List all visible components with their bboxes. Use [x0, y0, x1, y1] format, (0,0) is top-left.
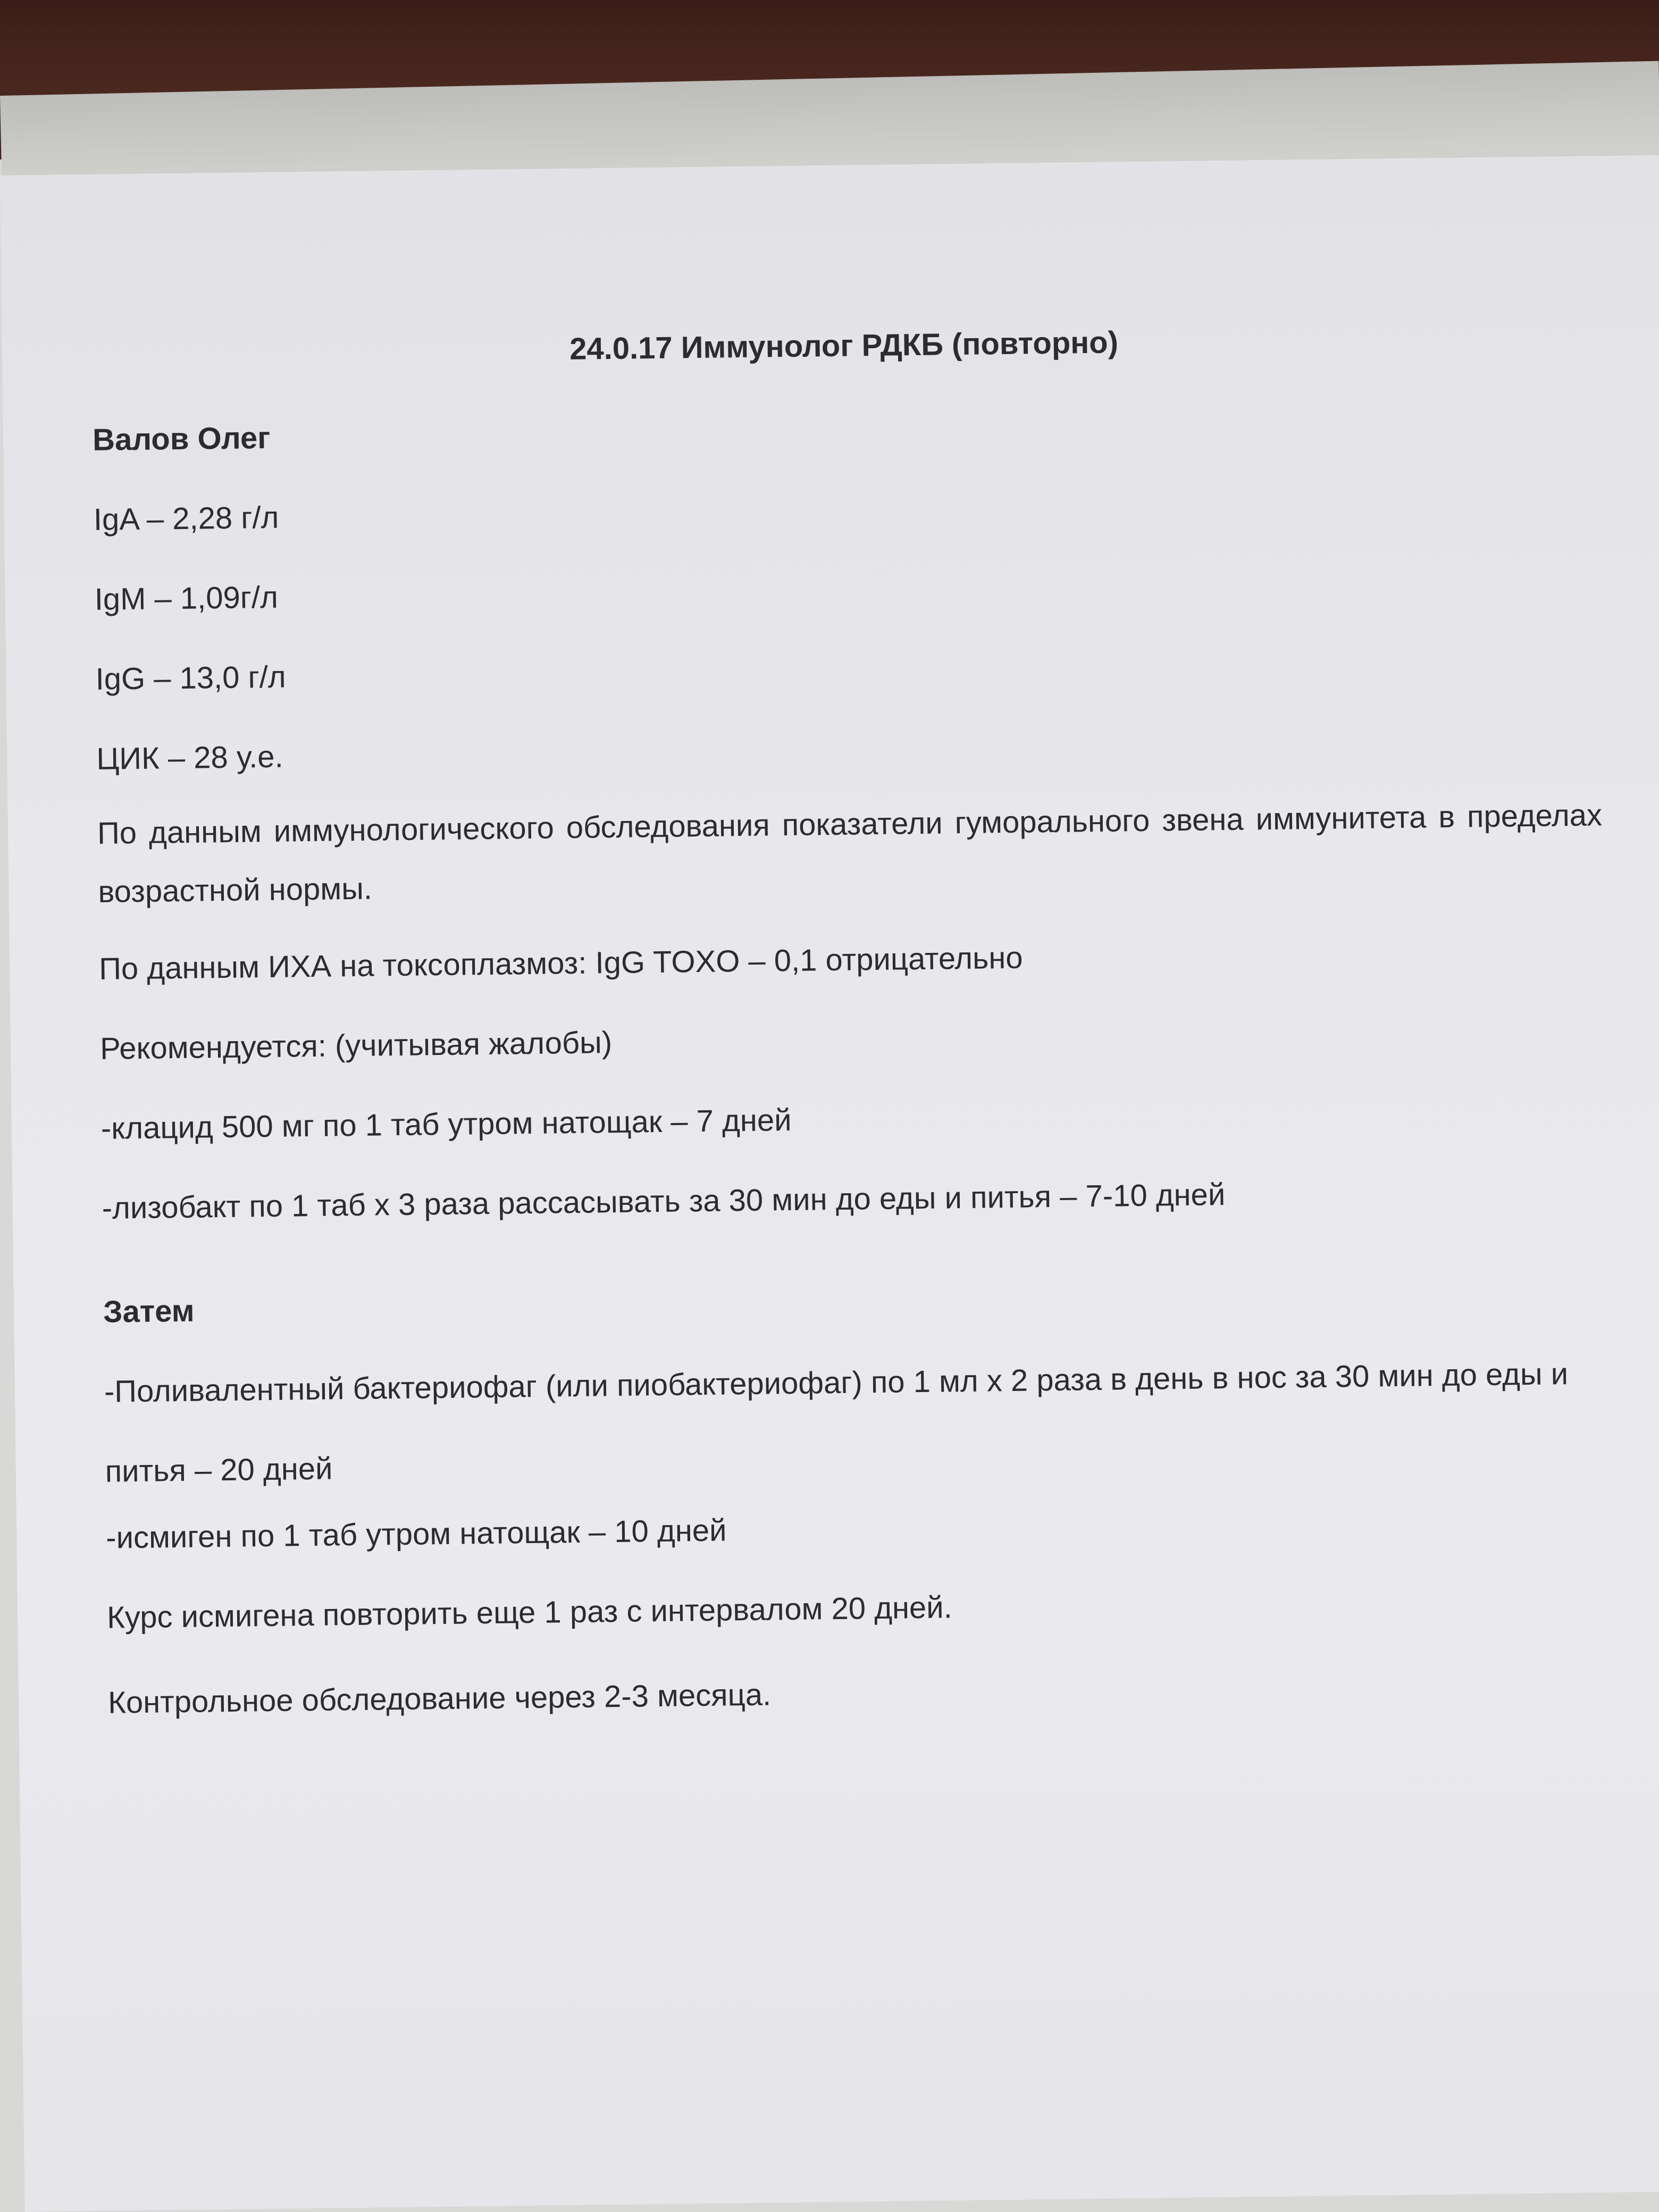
follow-up-note: Контрольное обследование через 2-3 месяца.	[107, 1677, 772, 1720]
recommendation-item: -клацид 500 мг по 1 таб утром натощак – 7 дней	[100, 1102, 792, 1146]
then-heading: Затем	[103, 1293, 195, 1329]
then-item: -Поливалентный бактериофаг (или пиобактериофаг) по 1 мл х 2 раза в день в нос за 30 мин до еды и питья – 20 дней	[104, 1356, 1569, 1489]
result-igg: IgG – 13,0 г/л	[95, 659, 287, 697]
result-iga: IgA – 2,28 г/л	[93, 500, 279, 537]
document-body	[91, 315, 1603, 1720]
document-page	[0, 155, 1659, 2212]
document-title: 24.0.17 Иммунолог РДКБ (повторно)	[569, 325, 1119, 366]
recommendation-intro: Рекомендуется: (учитывая жалобы)	[99, 1025, 613, 1066]
result-cic: ЦИК – 28 у.е.	[96, 739, 283, 776]
course-repeat-note: Курс исмигена повторить еще 1 раз с интервалом 20 дней.	[106, 1590, 953, 1635]
toxo-result: По данным ИХА на токсоплазмоз: IgG TOXO – 0,1 отрицательно	[98, 940, 1023, 986]
conclusion-paragraph: По данным иммунологического обследования показатели гуморального звена иммунитета в пределах возрастной нормы.	[97, 798, 1603, 909]
result-igm: IgM – 1,09г/л	[94, 580, 279, 617]
then-item: -исмиген по 1 таб утром натощак – 10 дней	[105, 1513, 727, 1555]
recommendation-item: -лизобакт по 1 таб х 3 раза рассасывать за 30 мин до еды и питья – 7-10 дней	[102, 1177, 1226, 1226]
patient-name: Валов Олег	[92, 420, 271, 457]
